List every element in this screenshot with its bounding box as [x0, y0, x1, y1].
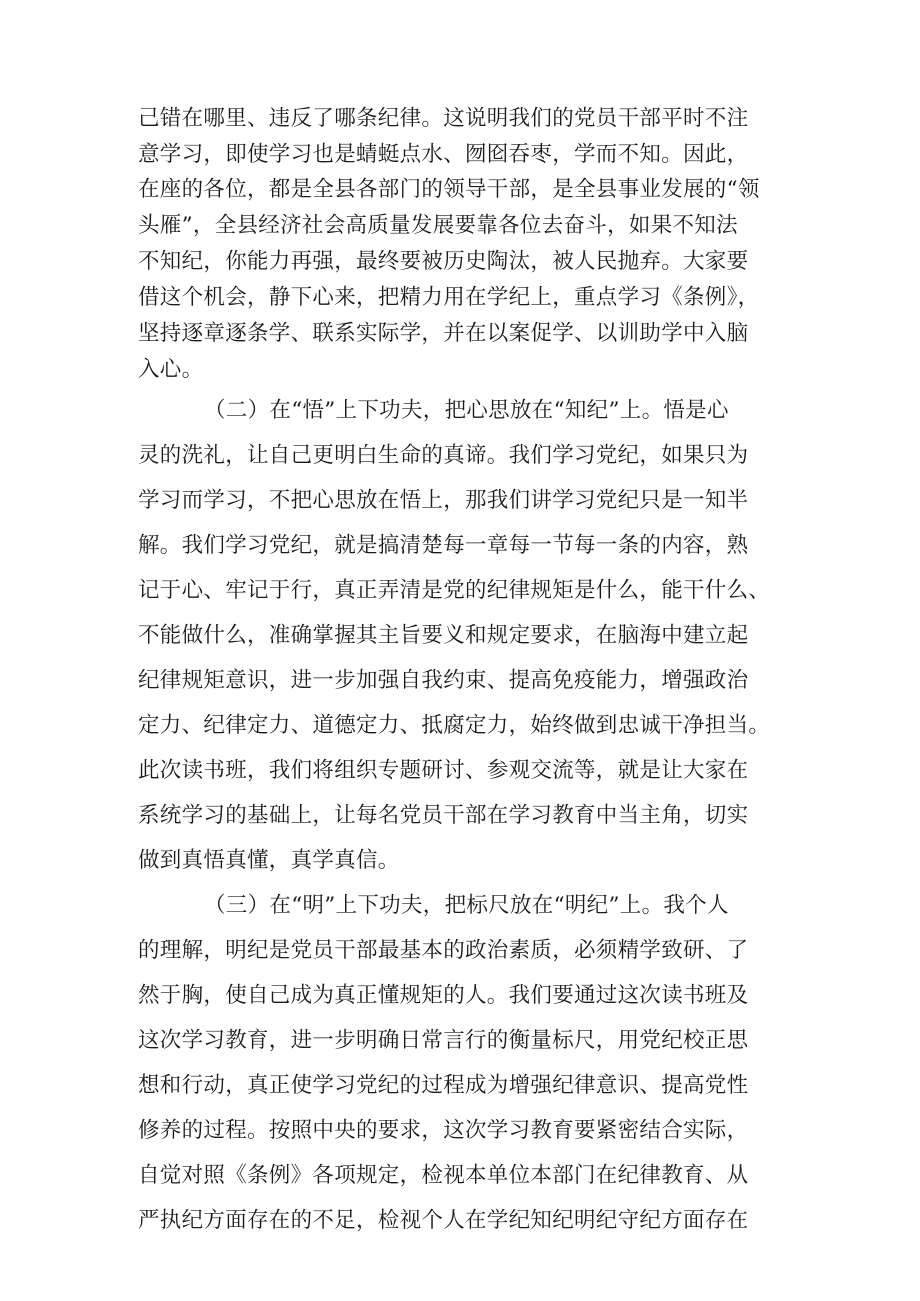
text-line: 严执纪方面存在的不足，检视个人在学纪知纪明纪守纪方面存在	[138, 1208, 749, 1233]
text-line: 在座的各位，都是全县各部门的领导干部，是全县事业发展的“领	[138, 177, 760, 202]
paragraph-heading: （二）在“悟”上下功夫，把心思放在“知纪”上。悟是心	[204, 398, 729, 423]
text-line: 定力、纪律定力、道德定力、抵腐定力，始终做到忠诚干净担当。	[138, 713, 771, 738]
text-line: 纪律规矩意识，进一步加强自我约束、提高免疫能力，增强政治	[138, 668, 749, 693]
text-line: 的理解，明纪是党员干部最基本的政治素质，必须精学致研、了	[138, 938, 749, 963]
text-line: 这次学习教育，进一步明确日常言行的衡量标尺，用党纪校正思	[138, 1028, 749, 1053]
text-line: 入心。	[138, 357, 204, 382]
text-line: 不能做什么，准确掌握其主旨要义和规定要求，在脑海中建立起	[138, 623, 749, 648]
text-line: 灵的洗礼，让自己更明白生命的真谛。我们学习党纪，如果只为	[138, 443, 749, 468]
text-line: 此次读书班，我们将组织专题研讨、参观交流等，就是让大家在	[138, 758, 749, 783]
text-line: 然于胸，使自己成为真正懂规矩的人。我们要通过这次读书班及	[138, 983, 749, 1008]
text-line: 借这个机会，静下心来，把精力用在学纪上，重点学习《条例》，	[138, 285, 760, 310]
text-line: 修养的过程。按照中央的要求，这次学习教育要紧密结合实际，	[138, 1118, 749, 1143]
text-line: 坚持逐章逐条学、联系实际学，并在以案促学、以训助学中入脑	[138, 321, 749, 346]
text-line: 头雁”，全县经济社会高质量发展要靠各位去奋斗，如果不知法	[138, 213, 738, 238]
text-line: 想和行动，真正使学习党纪的过程成为增强纪律意识、提高党性	[138, 1073, 749, 1098]
text-line: 解。我们学习党纪，就是搞清楚每一章每一节每一条的内容，熟	[138, 533, 749, 558]
text-line: 不知纪，你能力再强，最终要被历史陶汰，被人民抛弃。大家要	[138, 249, 749, 274]
text-line: 做到真悟真懂，真学真信。	[138, 848, 400, 873]
text-line: 意学习，即使学习也是蜻蜓点水、囫囵吞枣，学而不知。因此，	[138, 142, 749, 167]
text-line: 学习而学习，不把心思放在悟上，那我们讲学习党纪只是一知半	[138, 488, 749, 513]
paragraph-heading: （三）在“明”上下功夫，把标尺放在“明纪”上。我个人	[204, 893, 729, 918]
text-line: 自觉对照《条例》各项规定，检视本单位本部门在纪律教育、从	[138, 1163, 749, 1188]
text-line: 记于心、牢记于行，真正弄清是党的纪律规矩是什么，能干什么、	[138, 578, 771, 603]
text-line: 己错在哪里、违反了哪条纪律。这说明我们的党员干部平时不注	[138, 106, 749, 131]
text-line: 系统学习的基础上，让每名党员干部在学习教育中当主角，切实	[138, 803, 749, 828]
